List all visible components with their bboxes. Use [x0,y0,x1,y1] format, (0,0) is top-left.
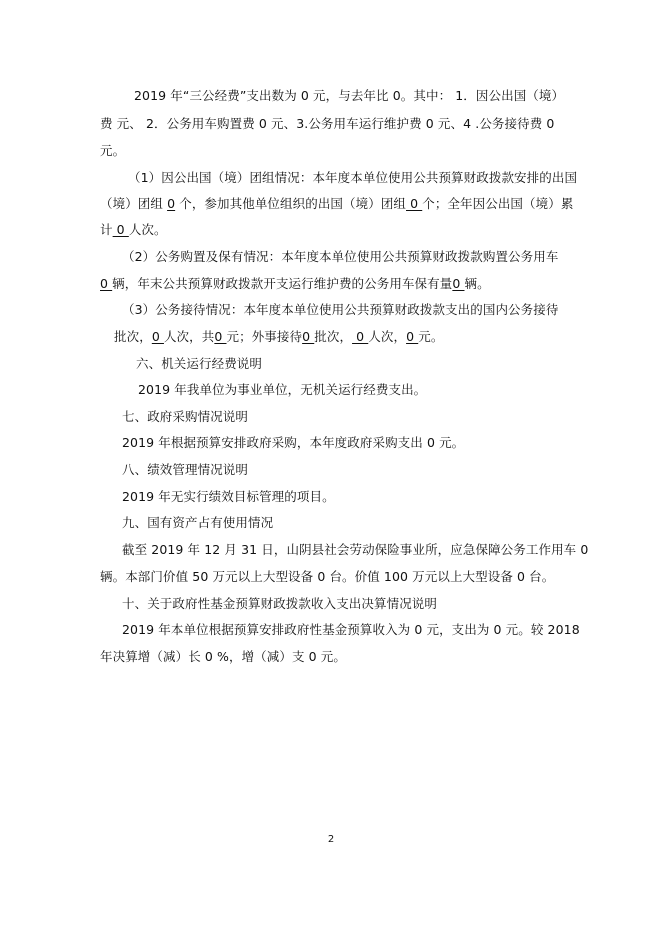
section-6-heading: 六、机关运行经费说明 [136,356,263,371]
underlined-value: 0 [100,276,113,291]
section-9-line-1: 截至 2019 年 12 月 31 日，山阴县社会劳动保险事业所，应急保障公务工作用车 0 [122,542,589,557]
text-fragment: 个；全年因公出国（境）累 [422,196,574,211]
section-9-line-2: 辆。本部门价值 50 万元以上大型设备 0 台。价值 100 万元以上大型设备 0 台。 [100,569,555,584]
underlined-value: 0 [406,329,419,344]
section-10-heading: 十、关于政府性基金预算财政拨款收入支出决算情况说明 [122,596,438,611]
text-fragment: 批次， [114,329,152,344]
section-9-heading: 九、国有资产占有使用情况 [122,515,274,530]
text-fragment: 计 [100,222,113,237]
text-fragment: 人次。 [128,222,167,237]
text-fragment: 个，参加其他单位组织的出国（境）团组 [175,196,407,211]
underlined-value: 0 [214,329,227,344]
text-fragment: 人次，共 [163,329,215,344]
underlined-value: 0 [112,222,129,237]
underlined-value: 0 [406,196,423,211]
text-fragment: （境）团组 [100,196,168,211]
overseas-trip-line-1: （1）因公出国（境）团组情况：本年度本单位使用公共预算财政拨款安排的出国 [128,170,578,185]
text-fragment: 元。 [418,329,444,344]
text-fragment: 辆。 [464,276,490,291]
sangong-summary-line-3: 元。 [100,143,126,158]
overseas-trip-line-3 [100,222,570,238]
text-fragment: 人次， [368,329,407,344]
page-number: 2 [327,834,335,845]
vehicle-purchase-line-2 [100,276,570,292]
text-fragment: 元；外事接待 [226,329,303,344]
sangong-summary-line-2: 费 元、 2．公务用车购置费 0 元、3.公务用车运行维护费 0 元、4 .公务接待费 0 [100,116,555,131]
section-7-heading: 七、政府采购情况说明 [122,409,249,424]
section-8-text: 2019 年无实行绩效目标管理的项目。 [122,489,335,504]
reception-line-2 [114,329,584,345]
reception-line-1: （3）公务接待情况：本年度本单位使用公共预算财政拨款支出的国内公务接待 [122,302,559,317]
text-fragment: 辆，年末公共预算财政拨款开支运行维护费的公务用车保有量 [112,276,453,291]
overseas-trip-line-2 [100,196,574,212]
section-8-heading: 八、绩效管理情况说明 [122,462,249,477]
underlined-value: 0 [452,276,465,291]
section-10-line-1: 2019 年本单位根据预算安排政府性基金预算收入为 0 元，支出为 0 元。较 2018 [122,622,580,637]
text-fragment: 批次， [314,329,353,344]
underlined-value: 0 [302,329,315,344]
underlined-value: 0 [352,329,369,344]
section-6-text: 2019 年我单位为事业单位，无机关运行经费支出。 [138,382,427,397]
sangong-summary-line-1: 2019 年“三公经费”支出数为 0 元，与去年比 0。其中： 1．因公出国（境） [134,88,565,103]
underlined-value: 0 [151,329,164,344]
vehicle-purchase-line-1: （2）公务购置及保有情况：本年度本单位使用公共预算财政拨款购置公务用车 [122,249,559,264]
section-10-line-2: 年决算增（减）长 0 %，增（减）支 0 元。 [100,649,346,664]
section-7-text: 2019 年根据预算安排政府采购，本年度政府采购支出 0 元。 [122,435,465,450]
underlined-value: 0 [167,196,176,211]
